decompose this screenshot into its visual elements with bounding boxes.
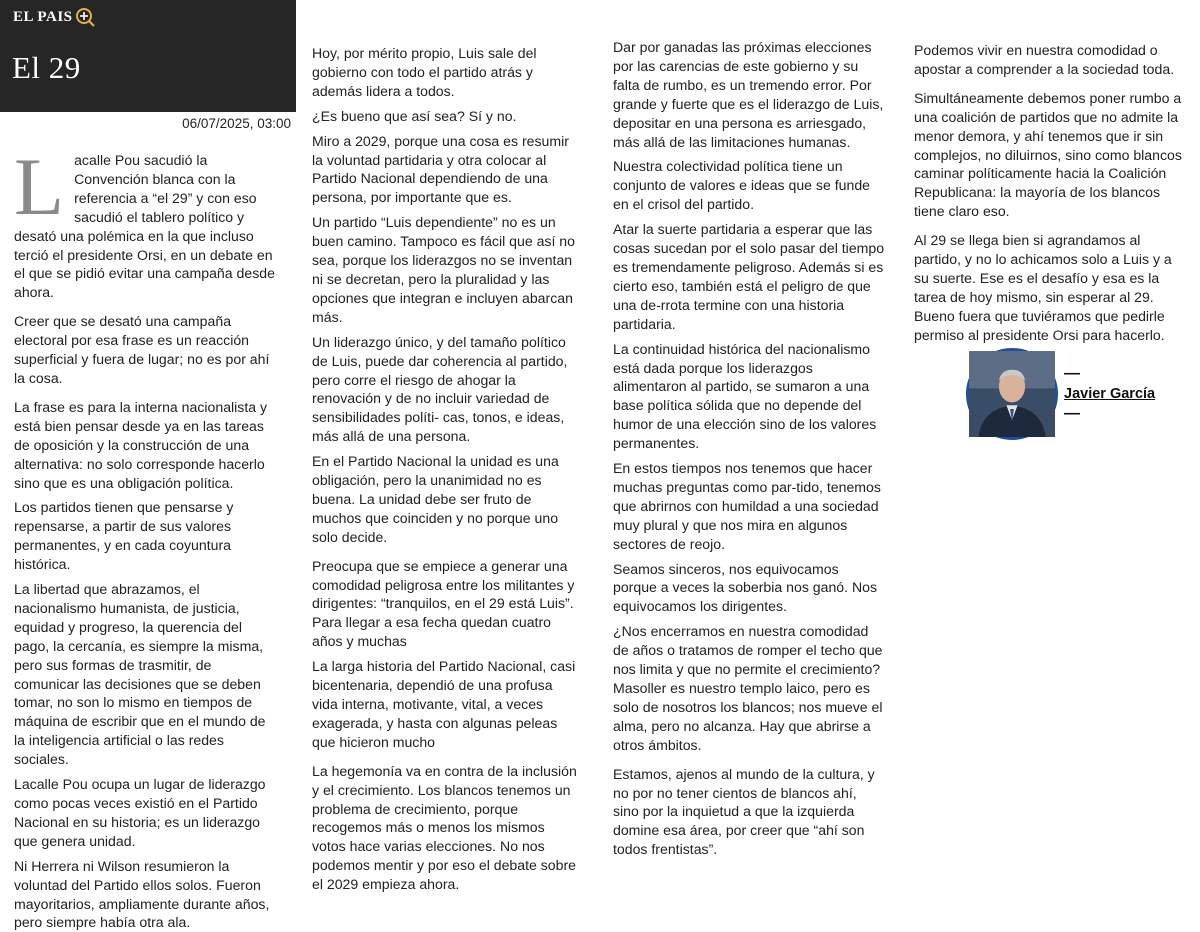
article-column-2 (312, 44, 582, 894)
article-paragraph: Podemos vivir en nuestra comodidad o apostar a comprender a la sociedad toda. (914, 42, 1175, 77)
author-name-link[interactable]: Javier García (1064, 386, 1156, 402)
article-paragraph: Dar por ganadas las próximas elecciones por las carencias de este gobierno y su falta de rumbo, es un tremendo error. Por grande y fuerte que es el liderazgo de Luis, depositar en una persona es arriesgado, más allá de las limitaciones humanas. (613, 39, 884, 150)
article-column-4 (914, 41, 1189, 345)
article-paragraph: Los partidos tienen que pensarse y repensarse, a partir de sus valores permanentes, y en cada coyuntura histórica. (14, 499, 234, 573)
author-name-wrap (1064, 365, 1155, 423)
publication-date: 06/07/2025, 03:00 (182, 116, 291, 131)
article-paragraph: Atar la suerte partidaria a esperar que las cosas sucedan por el solo pasar del tiempo es tremendamente peligroso. Además si es cierto eso, también está el peligro de que una de-rrota termine con una historia partidaria. (613, 221, 885, 332)
article-column-1 (14, 141, 280, 932)
author-avatar[interactable] (966, 348, 1058, 440)
article-paragraph: La hegemonía va en contra de la inclusión y el crecimiento. Los blancos tenemos un problema de crecimiento, porque recogemos más o menos los mismos votos hace varias elecciones. No nos podemos mentir y por eso el debate sobre el 2029 empieza ahora. (312, 762, 577, 893)
article-paragraph: La libertad que abrazamos, el nacionalismo humanista, de justicia, equidad y progreso, la querencia del pago, la cercanía, es siempre la misma, pero sus formas de trasmitir, de comunicar las decisiones que se deben tomar, no son lo mismo en tiempos de máquina de escribir que en el mundo de la inteligencia artificial o las redes sociales. (14, 581, 266, 768)
article-paragraph: Seamos sinceros, nos equivocamos porque a veces la soberbia nos ganó. Nos equivocamos los dirigentes. (613, 560, 878, 615)
article-paragraph: Lacalle Pou ocupa un lugar de liderazgo como pocas veces existió en el Partido Nacional en su historia; es un liderazgo que genera unidad. (14, 776, 266, 849)
article-paragraph: Miro a 2029, porque una cosa es resumir la voluntad partidaria y otra colocar al Partido Nacional dependiendo de una persona, por importante que es. (312, 132, 569, 206)
article-paragraph: En el Partido Nacional la unidad es una obligación, pero la unanimidad no es buena. La unidad debe ser fruto de muchos que coinciden y no porque uno solo decide. (312, 453, 559, 545)
article-paragraph: La larga historia del Partido Nacional, casi bicentenaria, dependió de una profusa vida interna, motivante, vital, a veces exagerada, y hasta con algunas peleas que hicieron mucho (312, 658, 576, 750)
article-paragraph: Estamos, ajenos al mundo de la cultura, y no por no tener cientos de blancos ahí, sino por la inquietud a que la izquierda domine esa área, por creer que “ahí son todos frentistas”. (613, 765, 875, 858)
drop-cap: L (14, 141, 65, 232)
author-block (966, 348, 1155, 440)
divider-dash: — (1064, 365, 1080, 382)
el-pais-logo[interactable] (13, 7, 95, 27)
article-paragraph: La frase es para la interna nacionalista y está bien pensar desde ya en las tareas de oposición y la construcción de una alternativa: no solo corresponde hacerlo sino que es una obligación política. (14, 398, 268, 491)
article-paragraph: Creer que se desató una campaña electoral por esa frase es un reacción superficial y fuera de lugar; no es por ahí la cosa. (14, 313, 270, 386)
article-paragraph: La continuidad histórica del nacionalismo está dada porque los liderazgos alimentaron al partido, se sumaron a una base política sólida que no depende del humor de una elección sino de los valores permanentes. (613, 340, 877, 452)
article-paragraph: Ni Herrera ni Wilson resumieron la voluntad del Partido ellos solos. Fueron mayoritarios, ampliamente durante años, pero siempre había otra ala. (14, 857, 270, 931)
article-paragraph: Nuestra colectividad política tiene un conjunto de valores e ideas que se funde en el crisol del partido. (613, 158, 871, 213)
page-title: El 29 (12, 50, 81, 85)
logo-text: EL PAIS (13, 8, 73, 25)
divider-dash: — (1064, 405, 1080, 422)
article-paragraph: En estos tiempos nos tenemos que hacer muchas preguntas como par-tido, tenemos que abrirnos con humildad a una sociedad muy plural y que nos mira en algunos sectores de reojo. (613, 460, 881, 552)
author-portrait-icon (969, 351, 1055, 437)
article-paragraph: ¿Es bueno que así sea? Sí y no. (312, 107, 517, 124)
article-paragraph: Un liderazgo único, y del tamaño político de Luis, puede dar coherencia al partido, pero corre el riesgo de ahogar la renovación y de no incluir variedad de sensibilidades políti- cas, tonos, e ideas, más allá de una persona. (312, 333, 568, 445)
article-column-3 (613, 38, 885, 859)
masthead (0, 0, 296, 112)
article-paragraph: Preocupa que se empiece a generar una comodidad peligrosa entre los militantes y dirigentes: “tranquilos, en el 29 está Luis”. Para llegar a esa fecha quedan cuatro años y muchas (312, 557, 575, 650)
article-paragraph: Lacalle Pou sacudió la Convención blanca con la referencia a “el 29” y con eso sacudió el tablero político y desató una polémica en la que incluso terció el presidente Orsi, en un debate en el que se pidió evitar una campaña desde ahora. (14, 141, 275, 301)
article-paragraph: ¿Nos encerramos en nuestra comodidad de años o tratamos de romper el techo que nos limita y que no permite el crecimiento? Masoller es nuestro templo laico, pero es solo de nosotros los blancos; nos mueve el alma, pero no alcanza. Hay que abrirse a otros ámbitos. (613, 623, 883, 753)
logo-magnifier-icon (75, 7, 95, 27)
article-paragraph: Hoy, por mérito propio, Luis sale del gobierno con todo el partido atrás y además lidera a todos. (312, 45, 537, 99)
article-paragraph: Al 29 se llega bien si agrandamos al partido, y no lo achicamos solo a Luis y a su suerte. Ese es el desafío y esa es la tarea de hoy mismo, sin esperar al 29. Bueno fuera que tuviéramos que pedirle permiso al presidente Orsi para hacerlo. (914, 232, 1172, 343)
article-paragraph: Un partido “Luis dependiente” no es un buen camino. Tampoco es fácil que así no sea, porque los liderazgos no se inventan ni se decretan, pero la pluralidad y las opciones que integran e incluyen abarcan más. (312, 214, 575, 325)
article-paragraph: Simultáneamente debemos poner rumbo a una coalición de partidos que no admite la menor demora, y ahí tenemos que ir sin complejos, no diluirnos, sino como blancos caminar políticamente hacia la Coalición Republicana: la mayoría de los blancos tiene claro eso. (914, 89, 1182, 220)
